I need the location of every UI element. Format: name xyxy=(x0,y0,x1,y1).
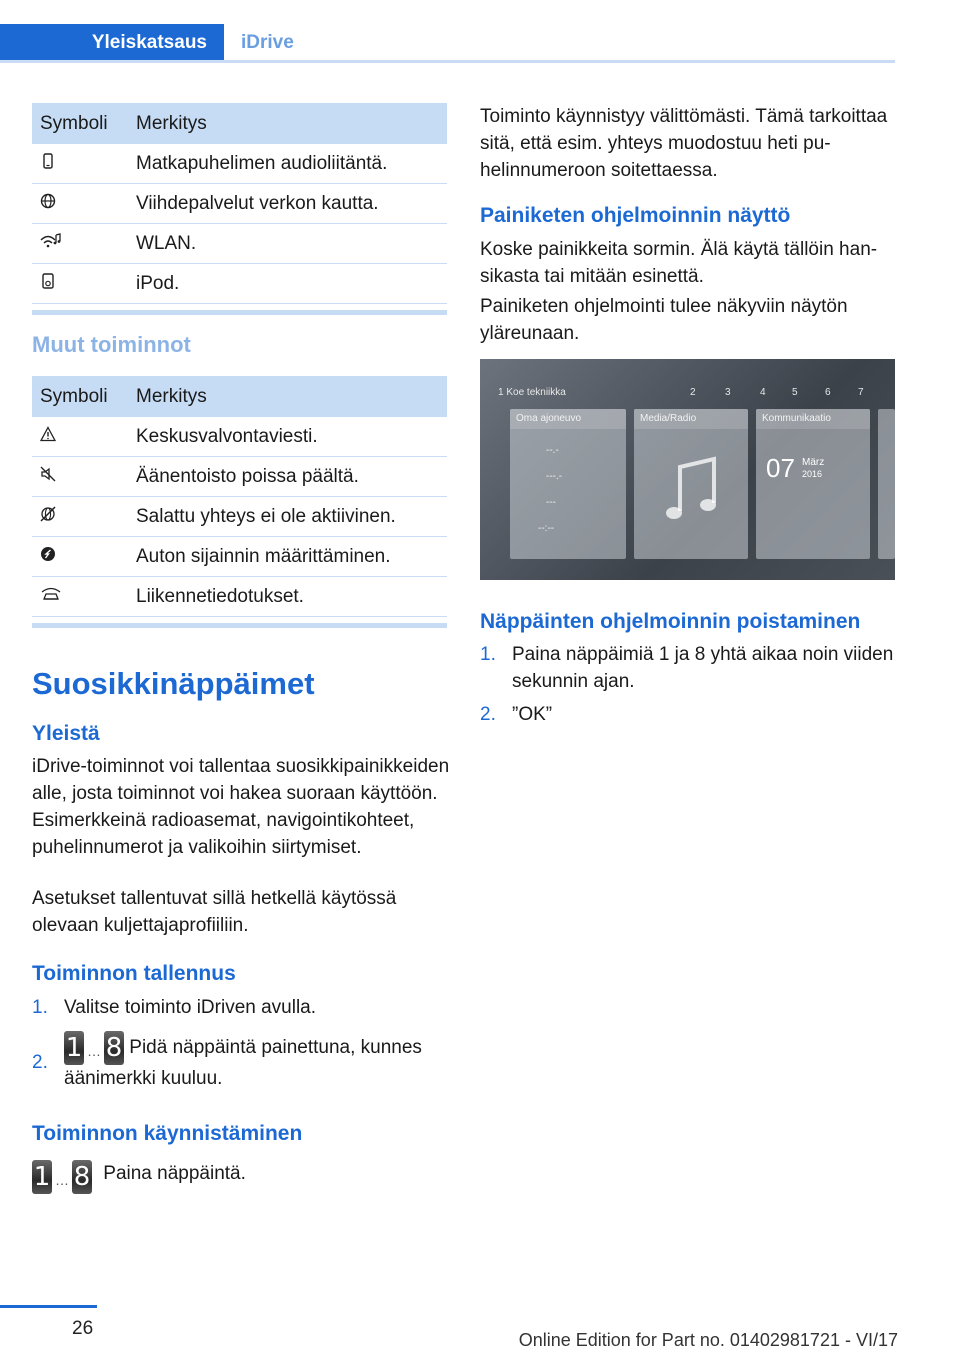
start-instruction: 1 … 8 Paina näppäintä. xyxy=(33,1162,246,1192)
col-symbol: Symboli xyxy=(40,385,108,407)
screen-favorites-bar: 1 Koe tekniikka 2 3 4 5 6 7 xyxy=(498,387,864,398)
heading-save: Toiminnon tallennus xyxy=(32,962,236,985)
tile-communication: Kommunikaatio 07 März 2016 xyxy=(756,409,870,559)
online-entertainment-icon xyxy=(40,193,56,209)
general-paragraph-2: Asetukset tallentuvat sillä hetkellä käytössä olevaan kuljettajaprofiiliin. xyxy=(32,888,397,936)
row-text: WLAN. xyxy=(136,232,197,254)
row-text: Liikennetiedotukset. xyxy=(136,585,304,607)
remove-steps-list xyxy=(480,641,898,734)
row-text: Keskusvalvontaviesti. xyxy=(136,425,318,447)
display-paragraph-1: Koske painikkeita sormin. Älä käytä tällöin hansikasta tai mitään esinettä. xyxy=(480,239,878,287)
table-row xyxy=(32,577,447,617)
row-text: Matkapuhelimen audioliitäntä. xyxy=(136,152,388,174)
table-end-bar xyxy=(32,623,447,628)
table-end-bar xyxy=(32,310,447,315)
col-meaning: Merkitys xyxy=(136,385,207,407)
row-text: Salattu yhteys ei ole aktiivinen. xyxy=(136,505,396,527)
col-symbol: Symboli xyxy=(40,112,108,134)
table-row xyxy=(32,144,447,184)
row-text: Äänentoisto poissa päältä. xyxy=(136,465,359,487)
section-heading-other: Muut toiminnot xyxy=(32,332,191,357)
col-meaning: Merkitys xyxy=(136,112,207,134)
favorite-key-range-icon: 1 … 8 xyxy=(65,1033,123,1063)
tab-idrive[interactable]: iDrive xyxy=(224,24,895,62)
intro-paragraph: Toiminto käynnistyy välittömästi. Tämä tarkoittaa sitä, että esim. yhteys muodostuu heti puhelinnumeroon soitettaessa. xyxy=(480,106,888,181)
table-row xyxy=(32,497,447,537)
row-text: Auton sijainnin määrittäminen. xyxy=(136,545,391,567)
encrypted-connection-off-icon xyxy=(40,506,56,522)
table-header xyxy=(32,103,447,144)
table-row xyxy=(32,457,447,497)
music-note-icon xyxy=(662,449,722,529)
footer-line xyxy=(0,1305,97,1308)
tile-my-vehicle: Oma ajoneuvo --.- ---.- --- --:-- xyxy=(510,409,626,559)
speaker-muted-icon xyxy=(40,466,56,482)
phone-icon xyxy=(40,153,56,169)
heading-display: Painiketen ohjelmoinnin näyttö xyxy=(480,204,791,227)
table-row xyxy=(32,224,447,264)
header-divider xyxy=(0,60,895,63)
table-row xyxy=(32,264,447,304)
tile-media-radio: Media/Radio xyxy=(634,409,748,559)
row-text: Viihdepalvelut verkon kautta. xyxy=(136,192,379,214)
traffic-info-icon xyxy=(40,586,62,602)
heading-start: Toiminnon käynnistäminen xyxy=(32,1122,303,1145)
location-icon xyxy=(40,546,56,562)
header-tabbar xyxy=(0,24,895,62)
table-row xyxy=(32,417,447,457)
favorite-key-range-icon: 1 … 8 xyxy=(33,1162,91,1192)
page-number: 26 xyxy=(72,1318,94,1339)
main-title: Suosikkinäppäimet xyxy=(32,666,315,701)
symbol-table-media xyxy=(32,103,447,315)
table-row xyxy=(32,184,447,224)
tab-yleiskatsaus[interactable]: Yleiskatsaus xyxy=(0,24,224,62)
table-row xyxy=(32,537,447,577)
favorite-1-label: 1 Koe tekniikka xyxy=(498,387,566,398)
wlan-icon xyxy=(40,233,62,249)
row-text: iPod. xyxy=(136,272,180,294)
tile-next xyxy=(878,409,895,559)
heading-remove: Näppäinten ohjelmoinnin poistaminen xyxy=(480,610,861,633)
edition-text: Online Edition for Part no. 01402981721 - VI/17 xyxy=(518,1330,898,1350)
table-header xyxy=(32,376,447,417)
list-item: 1. Paina näppäimiä 1 ja 8 yhtä aikaa noin viiden sekunnin ajan. xyxy=(480,644,894,692)
ipod-icon xyxy=(40,273,56,289)
idrive-screenshot xyxy=(480,359,895,580)
display-paragraph-2: Painiketen ohjelmointi tulee näkyviin näytön yläreunaan. xyxy=(480,296,848,344)
warning-triangle-icon xyxy=(40,426,56,442)
save-steps-list xyxy=(32,994,450,1098)
list-item: 2. 1 … 8 Pidä näppäintä painettuna, kunnes äänimerkki kuuluu. xyxy=(32,1033,422,1089)
list-item: 2. ”OK” xyxy=(480,704,553,725)
general-paragraph-1: iDrive-toiminnot voi tallentaa suosikkipainikkeiden alle, josta toiminnot voi hakea suoraan käyttöön. Esimerkkeinä radioasemat, navigointikohteet, puhelinnumerot ja valikoihin siirtymiset. xyxy=(32,756,450,858)
list-item: 1. Valitse toiminto iDriven avulla. xyxy=(32,997,317,1018)
symbol-table-other xyxy=(32,376,447,628)
heading-general: Yleistä xyxy=(32,722,100,745)
